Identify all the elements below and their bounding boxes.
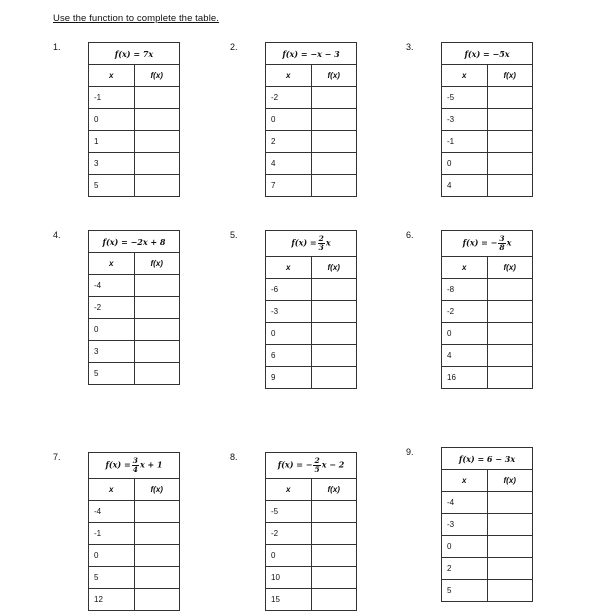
function-rule-text: f(x) = 7x — [114, 48, 154, 59]
function-table — [88, 42, 180, 197]
answer-cell[interactable] — [487, 580, 533, 602]
function-table — [265, 42, 357, 197]
table-row — [442, 175, 533, 197]
fraction-denominator: 5 — [314, 465, 320, 474]
function-rule-text: f(x) = 6 − 3x — [458, 453, 516, 464]
table-row — [89, 567, 180, 589]
answer-cell[interactable] — [134, 175, 180, 197]
column-header-fx: f(x) — [487, 65, 533, 87]
x-value-cell: 4 — [266, 153, 312, 175]
table-row — [89, 109, 180, 131]
answer-cell[interactable] — [134, 297, 180, 319]
problem-number: 3. — [406, 42, 414, 52]
answer-cell[interactable] — [134, 319, 180, 341]
x-value-cell: -5 — [442, 87, 488, 109]
table-row — [266, 175, 357, 197]
answer-cell[interactable] — [311, 109, 357, 131]
problem-number: 5. — [230, 230, 238, 240]
table-row — [89, 523, 180, 545]
problem-number: 1. — [53, 42, 61, 52]
function-rule-text: f(x) = −5x — [464, 48, 510, 59]
fraction — [313, 457, 320, 474]
table-row — [442, 514, 533, 536]
answer-cell[interactable] — [487, 87, 533, 109]
table-row — [89, 341, 180, 363]
problem-number: 9. — [406, 447, 414, 457]
column-header-fx: f(x) — [311, 479, 357, 501]
table-row — [89, 319, 180, 341]
column-header-fx: f(x) — [134, 479, 180, 501]
table-row — [89, 363, 180, 385]
problem-number: 4. — [53, 230, 61, 240]
x-value-cell: 6 — [266, 345, 312, 367]
answer-cell[interactable] — [311, 345, 357, 367]
table-row — [266, 109, 357, 131]
column-header-x: x — [442, 257, 488, 279]
answer-cell[interactable] — [311, 501, 357, 523]
x-value-cell: 0 — [266, 323, 312, 345]
x-value-cell: 1 — [89, 131, 135, 153]
function-rule-text: f(x) = — [105, 459, 131, 470]
x-value-cell: -4 — [89, 501, 135, 523]
table-row — [266, 523, 357, 545]
answer-cell[interactable] — [134, 545, 180, 567]
answer-cell[interactable] — [487, 131, 533, 153]
x-value-cell: 0 — [89, 109, 135, 131]
table-row — [266, 323, 357, 345]
x-value-cell: -1 — [89, 523, 135, 545]
x-value-cell: 0 — [442, 536, 488, 558]
answer-cell[interactable] — [311, 131, 357, 153]
x-value-cell: 3 — [89, 153, 135, 175]
column-header-x: x — [266, 257, 312, 279]
table-row — [266, 301, 357, 323]
function-table — [441, 230, 533, 389]
answer-cell[interactable] — [311, 523, 357, 545]
function-rule — [442, 43, 533, 65]
column-header-x: x — [89, 253, 135, 275]
table-row — [442, 153, 533, 175]
x-value-cell: -8 — [442, 279, 488, 301]
table-row — [266, 367, 357, 389]
table-row — [442, 558, 533, 580]
answer-cell[interactable] — [311, 545, 357, 567]
answer-cell[interactable] — [134, 275, 180, 297]
function-table — [441, 42, 533, 197]
problem-number: 6. — [406, 230, 414, 240]
x-value-cell: -4 — [442, 492, 488, 514]
answer-cell[interactable] — [487, 175, 533, 197]
answer-cell[interactable] — [134, 523, 180, 545]
x-value-cell: 0 — [266, 545, 312, 567]
x-value-cell: 5 — [89, 363, 135, 385]
x-value-cell: -2 — [266, 87, 312, 109]
x-value-cell: 2 — [266, 131, 312, 153]
problem-number: 8. — [230, 452, 238, 462]
answer-cell[interactable] — [487, 323, 533, 345]
answer-cell[interactable] — [311, 323, 357, 345]
answer-cell[interactable] — [134, 131, 180, 153]
fraction — [318, 235, 325, 252]
function-rule — [89, 43, 180, 65]
table-row — [442, 301, 533, 323]
x-value-cell: 4 — [442, 175, 488, 197]
column-header-fx: f(x) — [311, 257, 357, 279]
function-rule — [89, 231, 180, 253]
function-rule — [266, 231, 357, 257]
x-value-cell: -2 — [266, 523, 312, 545]
function-rule — [89, 453, 180, 479]
x-value-cell: 16 — [442, 367, 488, 389]
table-row — [89, 501, 180, 523]
fraction — [132, 457, 139, 474]
fraction-numerator: 3 — [132, 456, 138, 465]
x-value-cell: 5 — [442, 580, 488, 602]
answer-cell[interactable] — [134, 153, 180, 175]
table-row — [442, 87, 533, 109]
column-header-fx: f(x) — [487, 257, 533, 279]
x-value-cell: -3 — [442, 514, 488, 536]
function-rule — [442, 231, 533, 257]
table-row — [442, 492, 533, 514]
table-row — [89, 297, 180, 319]
x-value-cell: 7 — [266, 175, 312, 197]
answer-cell[interactable] — [134, 341, 180, 363]
function-rule — [442, 448, 533, 470]
x-value-cell: 12 — [89, 589, 135, 611]
column-header-x: x — [442, 65, 488, 87]
problem-number: 2. — [230, 42, 238, 52]
answer-cell[interactable] — [311, 567, 357, 589]
answer-cell[interactable] — [311, 367, 357, 389]
x-value-cell: 15 — [266, 589, 312, 611]
function-rule-tail: x − 2 — [321, 459, 345, 470]
table-row — [266, 153, 357, 175]
table-row — [442, 109, 533, 131]
fraction-denominator: 8 — [499, 243, 505, 252]
x-value-cell: 4 — [442, 345, 488, 367]
table-row — [89, 545, 180, 567]
column-header-x: x — [89, 65, 135, 87]
answer-cell[interactable] — [311, 87, 357, 109]
fraction — [498, 235, 505, 252]
function-table — [441, 447, 533, 602]
answer-cell[interactable] — [487, 492, 533, 514]
column-header-fx: f(x) — [134, 65, 180, 87]
function-rule-tail: x — [506, 237, 512, 248]
answer-cell[interactable] — [487, 109, 533, 131]
table-row — [89, 175, 180, 197]
table-row — [442, 279, 533, 301]
answer-cell[interactable] — [487, 279, 533, 301]
x-value-cell: 0 — [89, 545, 135, 567]
x-value-cell: -5 — [266, 501, 312, 523]
answer-cell[interactable] — [134, 109, 180, 131]
answer-cell[interactable] — [311, 153, 357, 175]
x-value-cell: 0 — [442, 323, 488, 345]
table-row — [442, 131, 533, 153]
table-row — [89, 153, 180, 175]
answer-cell[interactable] — [487, 153, 533, 175]
table-row — [89, 87, 180, 109]
answer-cell[interactable] — [487, 367, 533, 389]
function-table — [88, 230, 180, 385]
table-row — [266, 87, 357, 109]
x-value-cell: -6 — [266, 279, 312, 301]
fraction-numerator: 3 — [499, 234, 505, 243]
fraction-denominator: 4 — [132, 465, 138, 474]
column-header-x: x — [89, 479, 135, 501]
x-value-cell: -2 — [89, 297, 135, 319]
table-row — [442, 345, 533, 367]
table-row — [266, 567, 357, 589]
function-rule-text: f(x) = — [291, 237, 317, 248]
x-value-cell: -3 — [442, 109, 488, 131]
fraction-denominator: 3 — [318, 243, 324, 252]
x-value-cell: 0 — [442, 153, 488, 175]
answer-cell[interactable] — [487, 301, 533, 323]
table-row — [442, 536, 533, 558]
column-header-x: x — [442, 470, 488, 492]
x-value-cell: 2 — [442, 558, 488, 580]
instruction-text: Use the function to complete the table. — [53, 13, 220, 24]
column-header-fx: f(x) — [311, 65, 357, 87]
function-rule-tail: x — [325, 237, 331, 248]
x-value-cell: -4 — [89, 275, 135, 297]
answer-cell[interactable] — [487, 345, 533, 367]
column-header-x: x — [266, 65, 312, 87]
function-table — [88, 452, 180, 611]
table-row — [266, 501, 357, 523]
x-value-cell: 0 — [266, 109, 312, 131]
column-header-x: x — [266, 479, 312, 501]
x-value-cell: 9 — [266, 367, 312, 389]
x-value-cell: 5 — [89, 175, 135, 197]
function-table — [265, 452, 357, 611]
x-value-cell: 3 — [89, 341, 135, 363]
table-row — [266, 279, 357, 301]
answer-cell[interactable] — [134, 363, 180, 385]
table-row — [442, 580, 533, 602]
table-row — [89, 275, 180, 297]
answer-cell[interactable] — [487, 514, 533, 536]
function-rule — [266, 43, 357, 65]
function-rule-text: f(x) = −2x + 8 — [102, 236, 166, 247]
answer-cell[interactable] — [311, 279, 357, 301]
fraction-numerator: 2 — [314, 456, 320, 465]
x-value-cell: -2 — [442, 301, 488, 323]
x-value-cell: -1 — [442, 131, 488, 153]
table-row — [442, 367, 533, 389]
column-header-fx: f(x) — [134, 253, 180, 275]
answer-cell[interactable] — [311, 175, 357, 197]
column-header-fx: f(x) — [487, 470, 533, 492]
table-row — [266, 545, 357, 567]
fraction-numerator: 2 — [318, 234, 324, 243]
function-table — [265, 230, 357, 389]
function-rule-text: f(x) = − — [462, 237, 498, 248]
x-value-cell: 5 — [89, 567, 135, 589]
x-value-cell: -1 — [89, 87, 135, 109]
function-rule-text: f(x) = −x − 3 — [282, 48, 340, 59]
problem-number: 7. — [53, 452, 61, 462]
answer-cell[interactable] — [134, 567, 180, 589]
answer-cell[interactable] — [134, 501, 180, 523]
answer-cell[interactable] — [311, 301, 357, 323]
x-value-cell: 0 — [89, 319, 135, 341]
function-rule-text: f(x) = − — [277, 459, 313, 470]
function-rule — [266, 453, 357, 479]
table-row — [266, 345, 357, 367]
answer-cell[interactable] — [134, 87, 180, 109]
table-row — [442, 323, 533, 345]
answer-cell[interactable] — [487, 558, 533, 580]
table-row — [89, 131, 180, 153]
x-value-cell: 10 — [266, 567, 312, 589]
function-rule-tail: x + 1 — [139, 459, 163, 470]
x-value-cell: -3 — [266, 301, 312, 323]
answer-cell[interactable] — [487, 536, 533, 558]
table-row — [266, 131, 357, 153]
